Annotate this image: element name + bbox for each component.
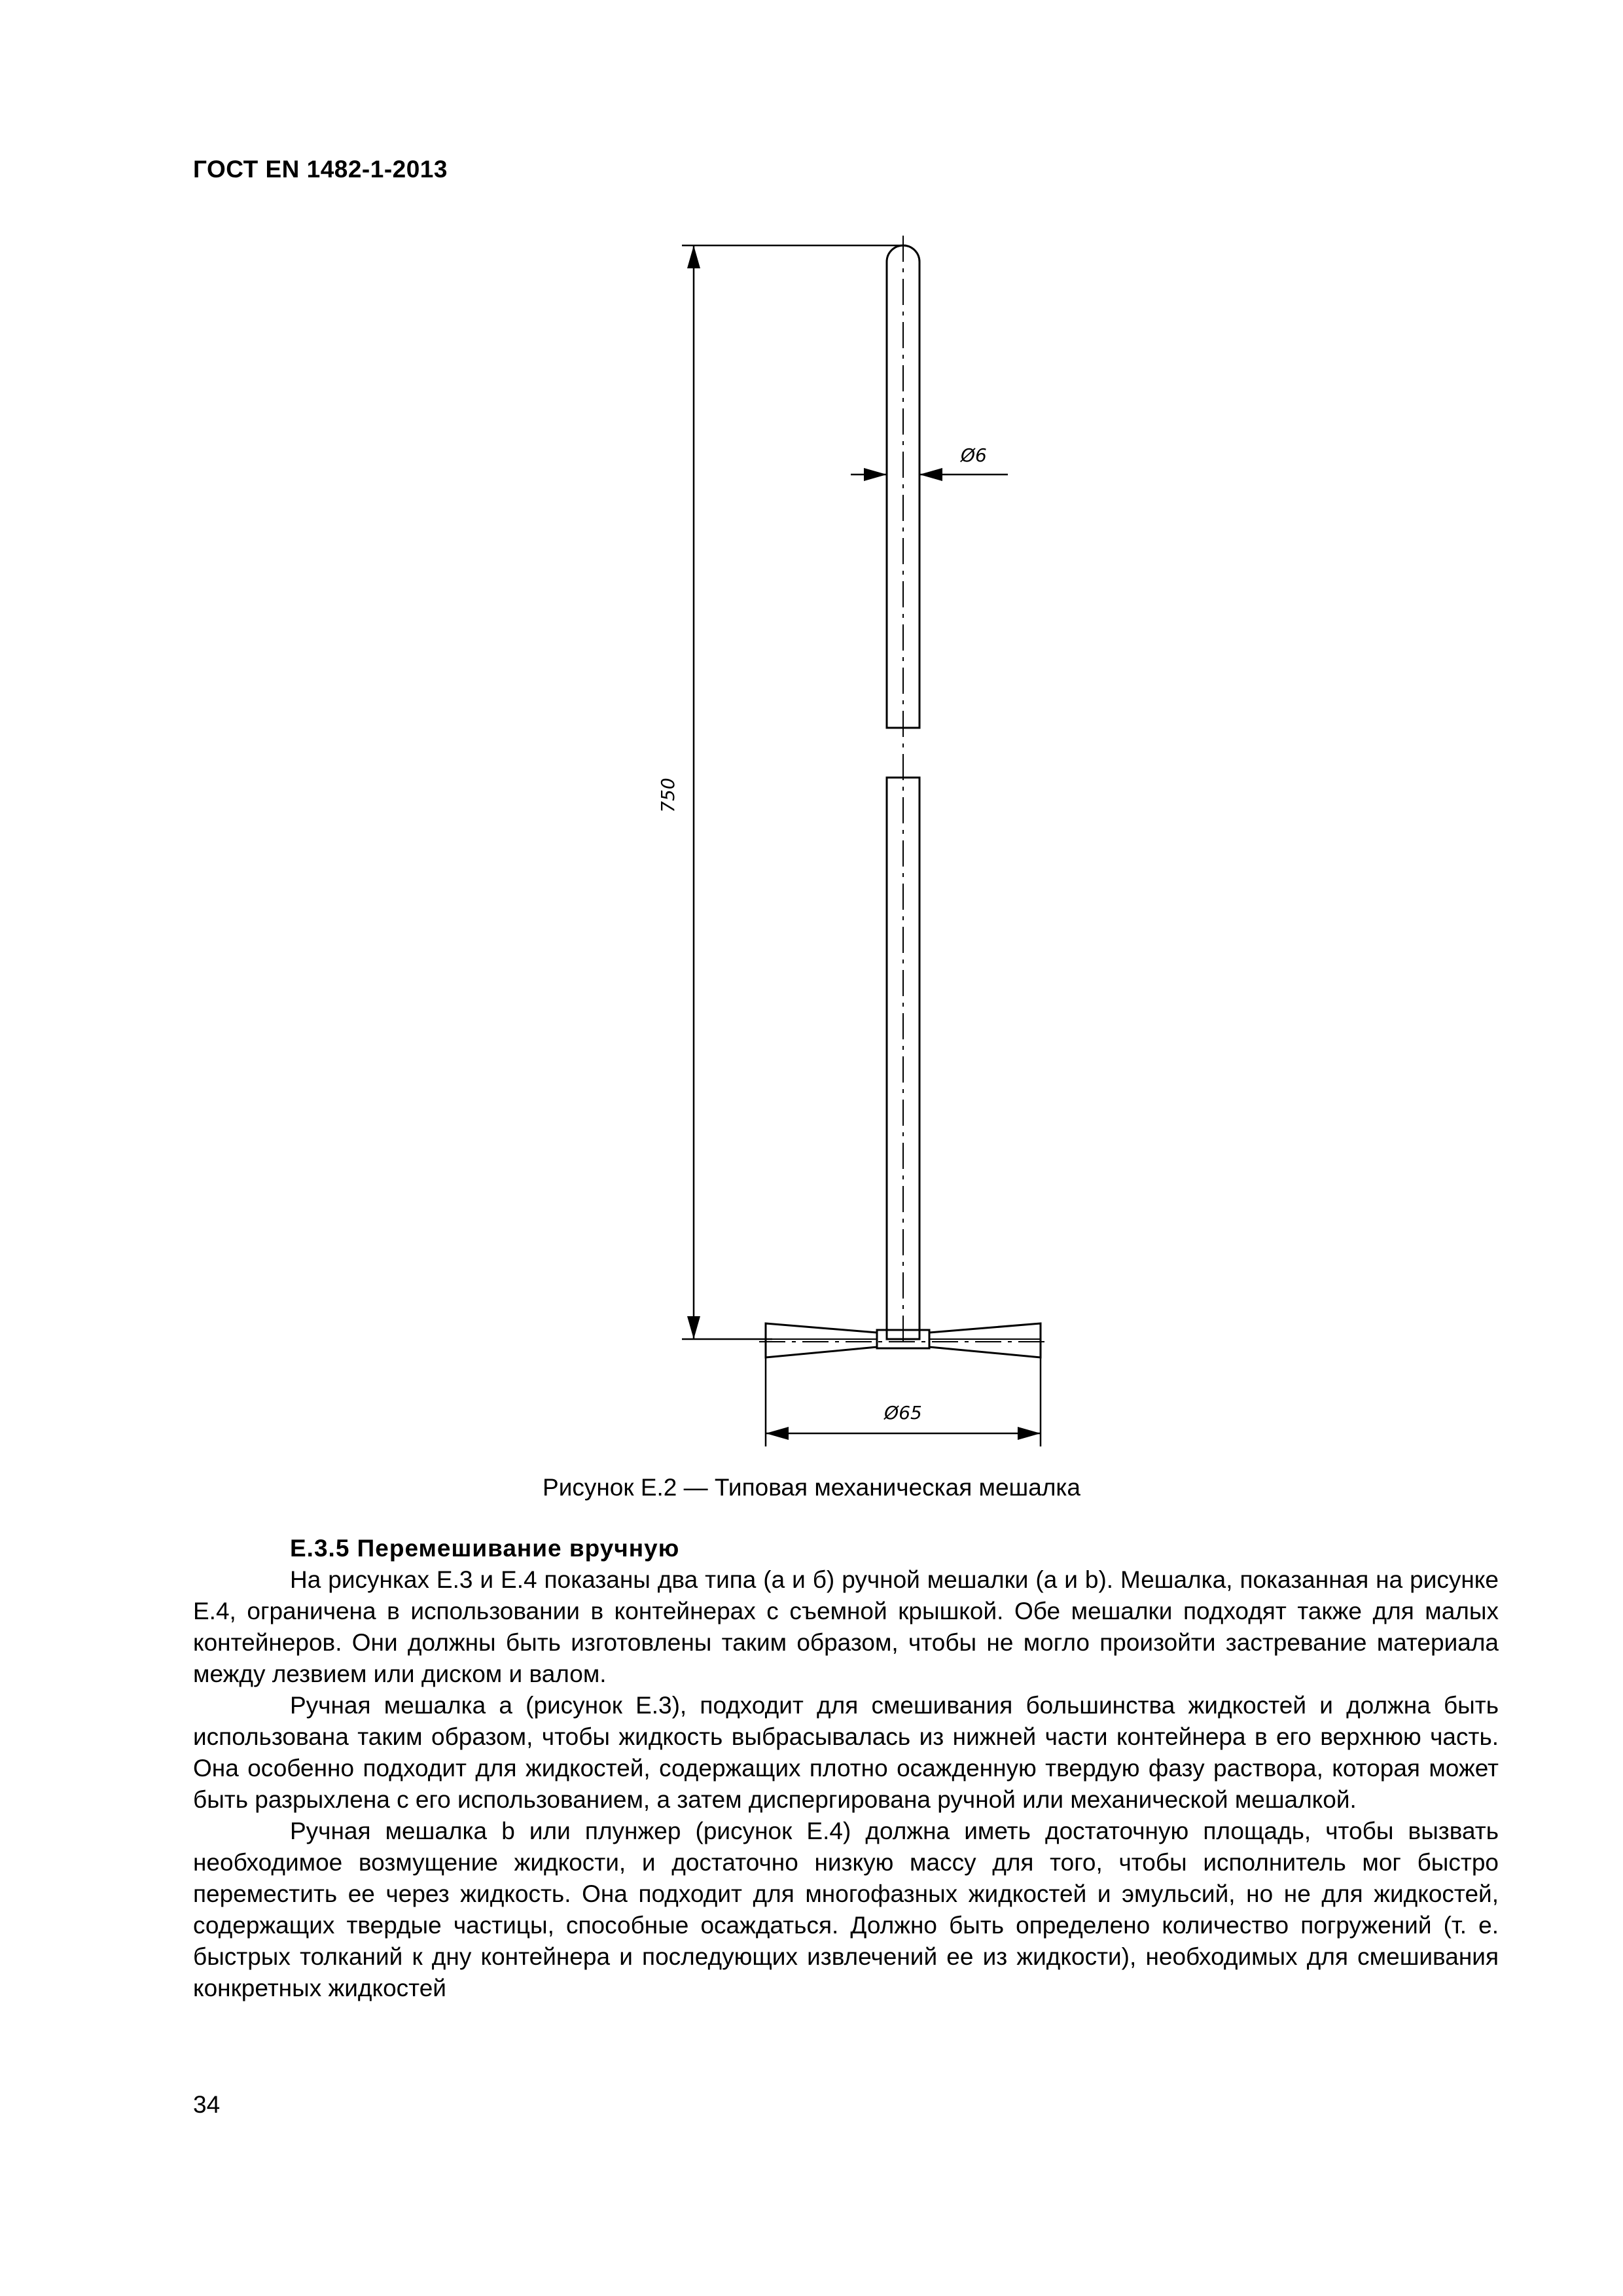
document-header: ГОСТ EN 1482-1-2013 (193, 156, 448, 183)
page-number: 34 (193, 2091, 221, 2118)
figure-caption: Рисунок Е.2 — Типовая механическая мешалка (543, 1474, 1080, 1501)
dim-length-label: 750 (657, 778, 679, 813)
blade-right (929, 1323, 1041, 1357)
paragraph: Ручная мешалка b или плунжер (рисунок Е.4) должна иметь достаточную площадь, чтобы вызвать необходимое возмущение жидкости, и достаточно низкую массу для того, чтобы исполнитель мог быстро переместить ее через жидкость. Она подходит для многофазных жидкостей и эмульсий, но не для жидкостей, содержащих твердые частицы, способные осаждаться. Должно быть определено количество погружений (т. е. быстрых толканий к дну контейнера и последующих извлечений ее из жидкости), необходимых для смешивания конкретных жидкостей (193, 1818, 1499, 2001)
dim-disc-diameter-label: Ø65 (884, 1402, 922, 1424)
paragraph: Ручная мешалка а (рисунок Е.3), подходит для смешивания большинства жидкостей и должна быть использована таким образом, чтобы жидкость выбрасывалась из нижней части контейнера в его верхнюю часть. Она особенно подходит для жидкостей, содержащих плотно осажденную твердую фазу раствора, которая может быть разрыхлена с его использованием, а затем диспергирована ручной или механической мешалкой. (193, 1692, 1499, 1813)
section-e35 (193, 1533, 1499, 2004)
dim-shaft-diameter-label: Ø6 (961, 444, 987, 466)
section-heading: Е.3.5 Перемешивание вручную (290, 1535, 680, 1562)
paragraph: На рисунках Е.3 и Е.4 показаны два типа (а и б) ручной мешалки (a и b). Мешалка, показанная на рисунке Е.4, ограничена в использовании в контейнерах с съемной крышкой. Обе мешалки подходят также для малых контейнеров. Они должны быть изготовлены таким образом, чтобы не могло произойти застревание материала между лезвием или диском и валом. (193, 1566, 1499, 1687)
blade-left (766, 1323, 877, 1357)
